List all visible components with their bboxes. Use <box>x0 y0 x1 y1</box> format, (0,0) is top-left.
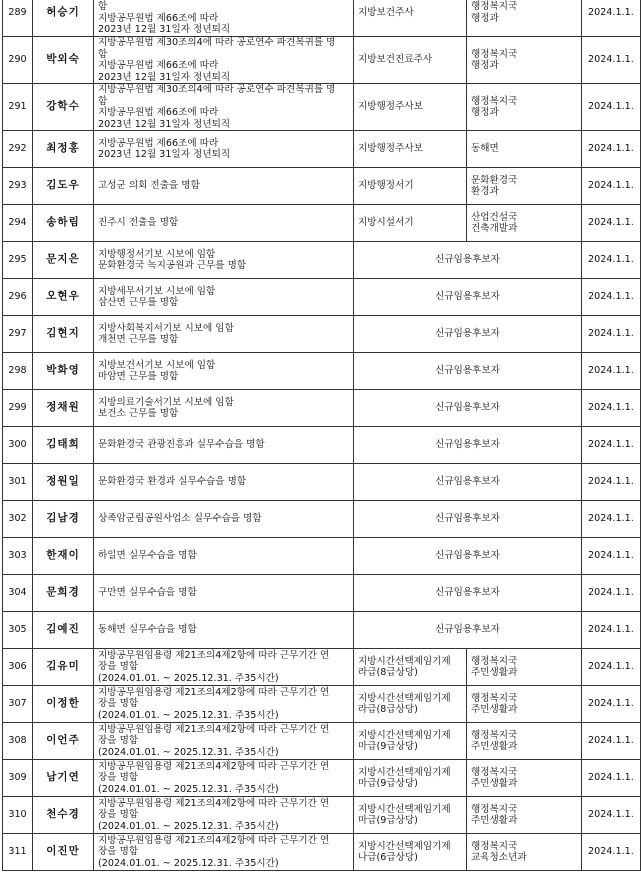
appointment-content <box>94 279 354 316</box>
appointment-content-line: 장을 명함 <box>98 735 139 747</box>
person-name: 이진만 <box>33 834 94 871</box>
appointment-content-line: 지방세무서기보 시보에 임함 <box>98 285 216 297</box>
appointment-content-line: 지방공무원임용령 제21조의4제2항에 따라 근무기간 연 <box>98 834 330 846</box>
department-line: 환경과 <box>471 186 499 197</box>
candidate-status: 신규임용후보자 <box>354 279 582 316</box>
row-number: 303 <box>3 538 33 575</box>
person-name: 남기연 <box>33 760 94 797</box>
appointment-content-line: (2024.01.01. ~ 2025.12.31. 주35시간) <box>98 783 279 795</box>
appointment-content-line: 상족암군립공원사업소 실무수습을 명함 <box>98 513 262 525</box>
appointment-content-line: 고성군 의회 전출을 명함 <box>98 180 200 192</box>
appointment-content-line: 구만면 실무수습을 명함 <box>98 587 197 599</box>
person-name: 김예진 <box>33 612 94 649</box>
appointment-content-line: 지방사회복지서기보 시보에 임함 <box>98 322 234 334</box>
person-name: 문지은 <box>33 242 94 279</box>
department-line: 행정복지국 <box>471 840 518 852</box>
appointment-content-line: 2023년 12월 31일자 정년퇴직 <box>98 24 231 35</box>
position-grade-line: 지방시간선택제임기제 <box>358 840 451 852</box>
position-grade-line: 라급(8급상당) <box>358 667 418 678</box>
appointment-content-line: 진주시 전출을 명함 <box>98 217 179 229</box>
appointment-content-line: 지방공무원임용령 제21조의4제2항에 따라 근무기간 연 <box>98 723 330 735</box>
table-row <box>3 242 641 279</box>
person-name: 정원일 <box>33 464 94 501</box>
department <box>467 760 582 797</box>
effective-date: 2024.1.1. <box>582 84 641 131</box>
person-name: 송하림 <box>33 205 94 242</box>
department-line: 문화환경국 <box>471 174 518 186</box>
effective-date: 2024.1.1. <box>582 205 641 242</box>
appointment-content-line: (2024.01.01. ~ 2025.12.31. 주35시간) <box>98 709 279 721</box>
row-number: 289 <box>3 0 33 37</box>
row-number: 310 <box>3 797 33 834</box>
effective-date: 2024.1.1. <box>582 501 641 538</box>
department-line: 동해면 <box>471 143 499 155</box>
table-row <box>3 501 641 538</box>
appointment-content-line: 지방공무원임용령 제21조의4제2항에 따라 근무기간 연 <box>98 649 330 661</box>
appointment-content <box>94 316 354 353</box>
appointment-content <box>94 686 354 723</box>
candidate-status: 신규임용후보자 <box>354 501 582 538</box>
position-grade <box>354 649 467 686</box>
department-line: 주민생활과 <box>471 815 518 826</box>
department <box>467 168 582 205</box>
position-grade-line: 지방시간선택제임기제 <box>358 803 451 815</box>
row-number: 305 <box>3 612 33 649</box>
appointment-content-line: 2023년 12월 31일자 정년퇴직 <box>98 71 231 83</box>
position-grade <box>354 37 467 84</box>
table-row <box>3 723 641 760</box>
effective-date: 2024.1.1. <box>582 612 641 649</box>
row-number: 291 <box>3 84 33 131</box>
candidate-status: 신규임용후보자 <box>354 390 582 427</box>
effective-date: 2024.1.1. <box>582 797 641 834</box>
effective-date: 2024.1.1. <box>582 390 641 427</box>
position-grade <box>354 0 467 37</box>
department-line: 행정복지국 <box>471 766 518 778</box>
appointment-content-line: 마암면 근무를 명함 <box>98 371 179 382</box>
table-row <box>3 37 641 84</box>
appointment-content-line: (2024.01.01. ~ 2025.12.31. 주35시간) <box>98 746 279 758</box>
appointment-content-line: 지방공무원법 제66조에 따라 <box>98 137 219 149</box>
appointment-content <box>94 464 354 501</box>
effective-date: 2024.1.1. <box>582 834 641 871</box>
position-grade-line: 지방시간선택제임기제 <box>358 655 451 667</box>
department <box>467 649 582 686</box>
candidate-status: 신규임용후보자 <box>354 353 582 390</box>
appointment-content <box>94 37 354 84</box>
table-row <box>3 168 641 205</box>
department-line: 행정과 <box>471 60 499 71</box>
table-row <box>3 279 641 316</box>
appointment-content-line: 지방행정서기보 시보에 임함 <box>98 248 216 260</box>
appointment-content-line: 문화환경국 녹지공원과 근무를 명함 <box>98 260 247 271</box>
person-name: 김유미 <box>33 649 94 686</box>
person-name: 천수경 <box>33 797 94 834</box>
department-line: 건축개발과 <box>471 223 518 234</box>
table-row <box>3 390 641 427</box>
appointment-content-line: 삼산면 근무를 명함 <box>98 297 179 308</box>
appointment-content-line: 지방의료기술서기보 시보에 임함 <box>98 396 234 408</box>
person-name: 박화영 <box>33 353 94 390</box>
person-name: 오현우 <box>33 279 94 316</box>
appointment-content-line: 문화환경국 관광진흥과 실무수습을 명함 <box>98 439 265 451</box>
table-row <box>3 353 641 390</box>
row-number: 300 <box>3 427 33 464</box>
effective-date: 2024.1.1. <box>582 464 641 501</box>
appointment-content-line: 함 <box>98 48 108 60</box>
table-row <box>3 84 641 131</box>
row-number: 307 <box>3 686 33 723</box>
position-grade-line: 지방시간선택제임기제 <box>358 729 451 741</box>
appointment-content-line: 지방공무원임용령 제21조의4제2항에 따라 근무기간 연 <box>98 797 330 809</box>
appointment-content-line: (2024.01.01. ~ 2025.12.31. 주35시간) <box>98 820 279 832</box>
effective-date: 2024.1.1. <box>582 649 641 686</box>
appointment-content <box>94 501 354 538</box>
row-number: 308 <box>3 723 33 760</box>
effective-date: 2024.1.1. <box>582 168 641 205</box>
row-number: 306 <box>3 649 33 686</box>
candidate-status: 신규임용후보자 <box>354 538 582 575</box>
department <box>467 131 582 168</box>
table-row <box>3 316 641 353</box>
appointment-content-line: 장을 명함 <box>98 809 139 821</box>
row-number: 302 <box>3 501 33 538</box>
appointment-content <box>94 538 354 575</box>
effective-date: 2024.1.1. <box>582 242 641 279</box>
position-grade-line: 마급(9급상당) <box>358 741 418 752</box>
person-name: 김도우 <box>33 168 94 205</box>
position-grade <box>354 686 467 723</box>
person-name: 한재이 <box>33 538 94 575</box>
effective-date: 2024.1.1. <box>582 37 641 84</box>
position-grade-line: 지방행정서기 <box>358 180 414 192</box>
appointment-content-line: 지방보건서기보 시보에 임함 <box>98 359 216 371</box>
department-line: 교육청소년과 <box>471 852 527 863</box>
appointment-content-line: 지방공무원임용령 제21조의4제2항에 따라 근무기간 연 <box>98 760 330 772</box>
department-line: 행정복지국 <box>471 729 518 741</box>
person-name: 이언주 <box>33 723 94 760</box>
table-row <box>3 205 641 242</box>
department-line: 행정복지국 <box>471 1 518 12</box>
row-number: 298 <box>3 353 33 390</box>
position-grade-line: 라급(8급상당) <box>358 704 418 715</box>
appointment-content-line: 동해면 실무수습을 명함 <box>98 624 197 636</box>
person-name: 김남경 <box>33 501 94 538</box>
appointment-content <box>94 390 354 427</box>
position-grade-line: 지방시간선택제임기제 <box>358 692 451 704</box>
appointment-content <box>94 723 354 760</box>
position-grade-line: 지방행정주사보 <box>358 101 423 113</box>
department <box>467 0 582 37</box>
appointment-content-line: 지방공무원법 제30조의4에 따라 공로연수 파견복귀를 명 <box>98 84 336 95</box>
position-grade-line: 마급(9급상당) <box>358 778 418 789</box>
table-row <box>3 427 641 464</box>
department <box>467 84 582 131</box>
appointment-content <box>94 131 354 168</box>
appointment-content <box>94 649 354 686</box>
row-number: 290 <box>3 37 33 84</box>
appointment-content-line: 보건소 근무를 명함 <box>98 408 179 419</box>
appointment-content-line: 함 <box>98 1 108 12</box>
person-name: 이정한 <box>33 686 94 723</box>
position-grade-line: 마급(9급상당) <box>358 815 418 826</box>
table-row <box>3 797 641 834</box>
appointment-content-line: 하일면 실무수습을 명함 <box>98 550 197 562</box>
department-line: 산업건설국 <box>471 211 518 223</box>
effective-date: 2024.1.1. <box>582 760 641 797</box>
department <box>467 37 582 84</box>
department <box>467 834 582 871</box>
row-number: 304 <box>3 575 33 612</box>
department-line: 행정복지국 <box>471 692 518 704</box>
table-row <box>3 131 641 168</box>
person-name: 허승기 <box>33 0 94 37</box>
position-grade-line: 지방보건진료주사 <box>358 54 433 66</box>
row-number: 309 <box>3 760 33 797</box>
effective-date: 2024.1.1. <box>582 279 641 316</box>
row-number: 293 <box>3 168 33 205</box>
candidate-status: 신규임용후보자 <box>354 612 582 649</box>
effective-date: 2024.1.1. <box>582 316 641 353</box>
table-row <box>3 538 641 575</box>
appointment-content <box>94 242 354 279</box>
effective-date: 2024.1.1. <box>582 0 641 37</box>
row-number: 292 <box>3 131 33 168</box>
table-body <box>3 0 641 871</box>
appointment-content <box>94 427 354 464</box>
appointment-content <box>94 168 354 205</box>
appointment-content-line: 지방공무원법 제66조에 따라 <box>98 60 219 71</box>
department-line: 행정복지국 <box>471 95 518 107</box>
position-grade-line: 지방시간선택제임기제 <box>358 766 451 778</box>
person-name: 문희경 <box>33 575 94 612</box>
effective-date: 2024.1.1. <box>582 575 641 612</box>
person-name: 강학수 <box>33 84 94 131</box>
appointment-content-line: (2024.01.01. ~ 2025.12.31. 주35시간) <box>98 672 279 684</box>
position-grade <box>354 205 467 242</box>
candidate-status: 신규임용후보자 <box>354 464 582 501</box>
position-grade <box>354 797 467 834</box>
position-grade <box>354 131 467 168</box>
position-grade <box>354 84 467 131</box>
appointment-content <box>94 84 354 131</box>
effective-date: 2024.1.1. <box>582 353 641 390</box>
position-grade <box>354 834 467 871</box>
appointment-content-line: 장을 명함 <box>98 772 139 784</box>
appointment-content <box>94 797 354 834</box>
position-grade <box>354 168 467 205</box>
person-name: 최정홍 <box>33 131 94 168</box>
appointment-content-line: 지방공무원법 제66조에 따라 <box>98 107 219 118</box>
appointment-content-line: 지방공무원법 제30조의4에 따라 공로연수 파견복귀를 명 <box>98 37 336 48</box>
department <box>467 797 582 834</box>
appointment-content-line: 장을 명함 <box>98 698 139 710</box>
appointment-content-line: 지방공무원법 제66조에 따라 <box>98 12 219 24</box>
position-grade-line: 지방행정주사보 <box>358 143 423 155</box>
effective-date: 2024.1.1. <box>582 723 641 760</box>
candidate-status: 신규임용후보자 <box>354 427 582 464</box>
department-line: 행정복지국 <box>471 655 518 667</box>
department-line: 주민생활과 <box>471 741 518 752</box>
person-name: 박외숙 <box>33 37 94 84</box>
position-grade-line: 나급(6급상당) <box>358 852 418 863</box>
candidate-status: 신규임용후보자 <box>354 316 582 353</box>
table-row <box>3 686 641 723</box>
appointment-content-line: 2023년 12월 31일자 정년퇴직 <box>98 118 231 130</box>
candidate-status: 신규임용후보자 <box>354 575 582 612</box>
appointment-content-line: 장을 명함 <box>98 846 139 858</box>
department <box>467 686 582 723</box>
department-line: 주민생활과 <box>471 667 518 678</box>
appointment-content <box>94 612 354 649</box>
row-number: 301 <box>3 464 33 501</box>
department <box>467 205 582 242</box>
position-grade <box>354 760 467 797</box>
department-line: 행정과 <box>471 12 499 24</box>
person-name: 김태희 <box>33 427 94 464</box>
row-number: 311 <box>3 834 33 871</box>
table-row <box>3 464 641 501</box>
row-number: 294 <box>3 205 33 242</box>
appointment-content <box>94 575 354 612</box>
appointment-content-line: 2023년 12월 31일자 정년퇴직 <box>98 149 231 160</box>
row-number: 295 <box>3 242 33 279</box>
person-name: 김현지 <box>33 316 94 353</box>
effective-date: 2024.1.1. <box>582 686 641 723</box>
department-line: 행정복지국 <box>471 803 518 815</box>
candidate-status: 신규임용후보자 <box>354 242 582 279</box>
appointment-content <box>94 834 354 871</box>
row-number: 297 <box>3 316 33 353</box>
appointment-content-line: 지방공무원임용령 제21조의4제2항에 따라 근무기간 연 <box>98 686 330 698</box>
table-row <box>3 575 641 612</box>
row-number: 296 <box>3 279 33 316</box>
department-line: 행정복지국 <box>471 48 518 60</box>
department <box>467 723 582 760</box>
effective-date: 2024.1.1. <box>582 131 641 168</box>
appointment-content-line: 장을 명함 <box>98 661 139 673</box>
position-grade-line: 지방시설서기 <box>358 217 414 229</box>
appointment-content <box>94 353 354 390</box>
effective-date: 2024.1.1. <box>582 538 641 575</box>
table-row <box>3 649 641 686</box>
appointment-content-line: (2024.01.01. ~ 2025.12.31. 주35시간) <box>98 857 279 869</box>
appointment-content-line: 문화환경국 환경과 실무수습을 명함 <box>98 476 247 488</box>
table-row <box>3 0 641 37</box>
appointment-content-line: 개천면 근무를 명함 <box>98 334 179 345</box>
department-line: 행정과 <box>471 107 499 118</box>
effective-date: 2024.1.1. <box>582 427 641 464</box>
table-row <box>3 834 641 871</box>
appointment-content-line: 함 <box>98 95 108 107</box>
person-name: 정채원 <box>33 390 94 427</box>
appointment-content <box>94 760 354 797</box>
position-grade <box>354 723 467 760</box>
table-row <box>3 760 641 797</box>
appointment-content <box>94 205 354 242</box>
department-line: 주민생활과 <box>471 778 518 789</box>
row-number: 299 <box>3 390 33 427</box>
appointment-content-line <box>98 0 353 1</box>
position-grade-line: 지방보건주사 <box>358 6 414 18</box>
personnel-table <box>2 0 641 871</box>
department-line: 주민생활과 <box>471 704 518 715</box>
appointment-content <box>94 0 354 37</box>
table-row <box>3 612 641 649</box>
